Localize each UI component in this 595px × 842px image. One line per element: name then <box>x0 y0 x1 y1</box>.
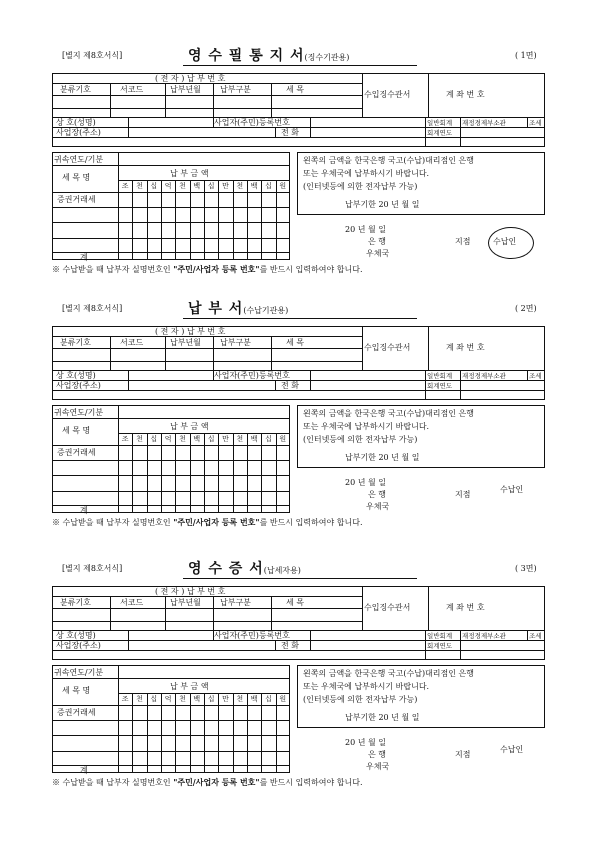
notice-text: ※ 수납받을 때 납부자 실명번호인 "주민/사업자 등록 번호"를 반드시 입력하여야 합니다. <box>52 517 363 527</box>
securities-tax-label: 증권거래세 <box>57 708 96 717</box>
form-title: 영 수 필 통 지 서(징수기관용) <box>188 48 350 64</box>
digit-unit-label: 십 <box>207 695 215 703</box>
post-office-label: 우체국 <box>366 762 390 771</box>
pay-type-label: 납부구분 <box>220 598 251 607</box>
account-number-label: 계 좌 번 호 <box>446 343 485 352</box>
name-label: 상 호(성명) <box>56 118 96 127</box>
payment-form-2 <box>0 253 595 527</box>
revenue-officer-label: 수입징수관서 <box>364 603 411 612</box>
date-label: 20 년 월 일 <box>345 225 386 234</box>
instruction-line-2: 또는 우체국에 납부하시기 바랍니다. <box>303 422 430 431</box>
digit-unit-label: 천 <box>179 435 186 443</box>
deadline-label: 납부기한 20 년 월 일 <box>345 200 420 209</box>
year-category-label: 귀속연도/기분 <box>54 408 104 417</box>
digit-unit-label: 천 <box>236 695 244 703</box>
instruction-line-2: 또는 우체국에 납부하시기 바랍니다. <box>303 169 430 178</box>
business-reg-label: 사업자(주민)등록번호 <box>214 118 290 127</box>
instruction-line-1: 왼쪽의 금액을 한국은행 국고(수납)대리점인 은행 <box>303 156 474 165</box>
payment-form-1 <box>0 0 595 274</box>
name-label: 상 호(성명) <box>56 371 96 380</box>
tax-item-label: 세 목 <box>286 338 304 347</box>
digit-unit-label: 백 <box>250 435 258 443</box>
bank-label: 은 행 <box>368 237 386 246</box>
digit-unit-label: 원 <box>279 435 287 443</box>
revenue-officer-label: 수입징수관서 <box>364 343 411 352</box>
electronic-payment-number-label: ( 전 자 ) 납 부 번 호 <box>155 74 226 83</box>
address-label: 사업장(주소) <box>56 641 101 650</box>
tax-label: 조세 <box>529 632 542 640</box>
page-number: ( 2면) <box>515 304 537 313</box>
ministry-label: 재정경제부소관 <box>462 119 506 127</box>
digit-unit-label: 억 <box>164 435 172 443</box>
form-label: [별지 제8호서식] <box>62 51 123 60</box>
form-label: [별지 제8호서식] <box>62 564 123 573</box>
account-number-label: 계 좌 번 호 <box>446 603 485 612</box>
name-label: 상 호(성명) <box>56 631 96 640</box>
digit-unit-label: 천 <box>236 435 244 443</box>
digit-unit-label: 천 <box>179 695 186 703</box>
payment-form-3 <box>0 513 595 787</box>
phone-label: 전 화 <box>281 381 299 390</box>
fiscal-year-label: 회계연도 <box>427 129 453 137</box>
instruction-line-3: (인터넷등에 의한 전자납부 가능) <box>303 182 418 191</box>
electronic-payment-number-label: ( 전 자 ) 납 부 번 호 <box>155 327 226 336</box>
total-label: 계 <box>80 506 88 515</box>
classification-code-label: 분류기호 <box>60 598 91 607</box>
post-office-label: 우체국 <box>366 502 390 511</box>
receipt-stamp-label: 수납인 <box>500 485 524 494</box>
receipt-stamp-label: 수납인 <box>493 237 517 246</box>
general-account-label: 일반회계 <box>427 632 453 640</box>
phone-label: 전 화 <box>281 128 299 137</box>
digit-unit-label: 만 <box>222 695 229 703</box>
digit-unit-label: 만 <box>222 182 229 190</box>
page-number: ( 1면) <box>515 51 537 60</box>
digit-unit-label: 백 <box>250 182 258 190</box>
notice-text: ※ 수납받을 때 납부자 실명번호인 "주민/사업자 등록 번호"를 반드시 입력하여야 합니다. <box>52 264 363 274</box>
digit-unit-label: 십 <box>150 435 158 443</box>
digit-unit-label: 백 <box>193 695 201 703</box>
form-title: 영 수 증 서(납세자용) <box>188 561 301 577</box>
business-reg-label: 사업자(주민)등록번호 <box>214 631 290 640</box>
address-label: 사업장(주소) <box>56 128 101 137</box>
digit-unit-label: 원 <box>279 182 287 190</box>
fiscal-year-label: 회계연도 <box>427 382 453 390</box>
fiscal-year-label: 회계연도 <box>427 642 453 650</box>
digit-unit-label: 천 <box>236 182 244 190</box>
general-account-label: 일반회계 <box>427 119 453 127</box>
year-category-label: 귀속연도/기분 <box>54 668 104 677</box>
page-number: ( 3면) <box>515 564 537 573</box>
office-code-label: 서코드 <box>120 85 144 94</box>
item-name-label: 세 목 명 <box>62 426 91 435</box>
office-code-label: 서코드 <box>120 338 144 347</box>
total-label: 계 <box>80 766 88 775</box>
digit-unit-label: 백 <box>193 182 201 190</box>
branch-label: 지점 <box>455 237 471 246</box>
form-label: [별지 제8호서식] <box>62 304 123 313</box>
payment-amount-label: 납 부 금 액 <box>170 682 209 691</box>
digit-unit-label: 십 <box>150 695 158 703</box>
digit-unit-label: 천 <box>136 182 143 190</box>
instruction-line-2: 또는 우체국에 납부하시기 바랍니다. <box>303 682 430 691</box>
tax-label: 조세 <box>529 372 542 380</box>
classification-code-label: 분류기호 <box>60 85 91 94</box>
office-code-label: 서코드 <box>120 598 144 607</box>
digit-unit-label: 조 <box>121 182 129 190</box>
tax-label: 조세 <box>529 119 542 127</box>
instruction-line-3: (인터넷등에 의한 전자납부 가능) <box>303 435 418 444</box>
title-underline <box>183 318 417 319</box>
business-reg-label: 사업자(주민)등록번호 <box>214 371 290 380</box>
bank-label: 은 행 <box>368 750 386 759</box>
receipt-stamp-label: 수납인 <box>500 745 524 754</box>
branch-label: 지점 <box>455 750 471 759</box>
electronic-payment-number-label: ( 전 자 ) 납 부 번 호 <box>155 587 226 596</box>
form-title: 납 부 서(수납기관용) <box>188 301 289 317</box>
year-category-label: 귀속연도/기분 <box>54 155 104 164</box>
digit-unit-label: 백 <box>193 435 201 443</box>
ministry-label: 재정경제부소관 <box>462 372 506 380</box>
securities-tax-label: 증권거래세 <box>57 195 96 204</box>
total-label: 계 <box>80 253 88 262</box>
post-office-label: 우체국 <box>366 249 390 258</box>
pay-type-label: 납부구분 <box>220 338 251 347</box>
digit-unit-label: 억 <box>164 695 172 703</box>
pay-year-month-label: 납부년월 <box>170 598 201 607</box>
digit-unit-label: 조 <box>121 695 129 703</box>
bank-label: 은 행 <box>368 490 386 499</box>
payment-amount-label: 납 부 금 액 <box>170 422 209 431</box>
digit-unit-label: 조 <box>121 435 129 443</box>
tax-item-label: 세 목 <box>286 85 304 94</box>
date-label: 20 년 월 일 <box>345 738 386 747</box>
pay-year-month-label: 납부년월 <box>170 85 201 94</box>
digit-unit-label: 백 <box>250 695 258 703</box>
digit-unit-label: 십 <box>150 182 158 190</box>
digit-unit-label: 천 <box>179 182 186 190</box>
deadline-label: 납부기한 20 년 월 일 <box>345 713 420 722</box>
title-underline <box>183 65 417 66</box>
instruction-line-1: 왼쪽의 금액을 한국은행 국고(수납)대리점인 은행 <box>303 409 474 418</box>
instruction-line-1: 왼쪽의 금액을 한국은행 국고(수납)대리점인 은행 <box>303 669 474 678</box>
tax-item-label: 세 목 <box>286 598 304 607</box>
digit-unit-label: 천 <box>136 435 143 443</box>
digit-unit-label: 십 <box>207 182 215 190</box>
item-name-label: 세 목 명 <box>62 686 91 695</box>
classification-code-label: 분류기호 <box>60 338 91 347</box>
title-underline <box>183 578 417 579</box>
digit-unit-label: 십 <box>265 435 272 443</box>
address-label: 사업장(주소) <box>56 381 101 390</box>
digit-unit-label: 십 <box>265 695 272 703</box>
instruction-line-3: (인터넷등에 의한 전자납부 가능) <box>303 695 418 704</box>
digit-unit-label: 천 <box>136 695 143 703</box>
deadline-label: 납부기한 20 년 월 일 <box>345 453 420 462</box>
digit-unit-label: 억 <box>164 182 172 190</box>
ministry-label: 재정경제부소관 <box>462 632 506 640</box>
phone-label: 전 화 <box>281 641 299 650</box>
account-number-label: 계 좌 번 호 <box>446 90 485 99</box>
securities-tax-label: 증권거래세 <box>57 448 96 457</box>
digit-unit-label: 원 <box>279 695 287 703</box>
payment-amount-label: 납 부 금 액 <box>170 169 209 178</box>
digit-unit-label: 십 <box>265 182 272 190</box>
revenue-officer-label: 수입징수관서 <box>364 90 411 99</box>
item-name-label: 세 목 명 <box>62 173 91 182</box>
branch-label: 지점 <box>455 490 471 499</box>
general-account-label: 일반회계 <box>427 372 453 380</box>
pay-year-month-label: 납부년월 <box>170 338 201 347</box>
notice-text: ※ 수납받을 때 납부자 실명번호인 "주민/사업자 등록 번호"를 반드시 입력하여야 합니다. <box>52 777 363 787</box>
digit-unit-label: 만 <box>222 435 229 443</box>
date-label: 20 년 월 일 <box>345 478 386 487</box>
pay-type-label: 납부구분 <box>220 85 251 94</box>
digit-unit-label: 십 <box>207 435 215 443</box>
